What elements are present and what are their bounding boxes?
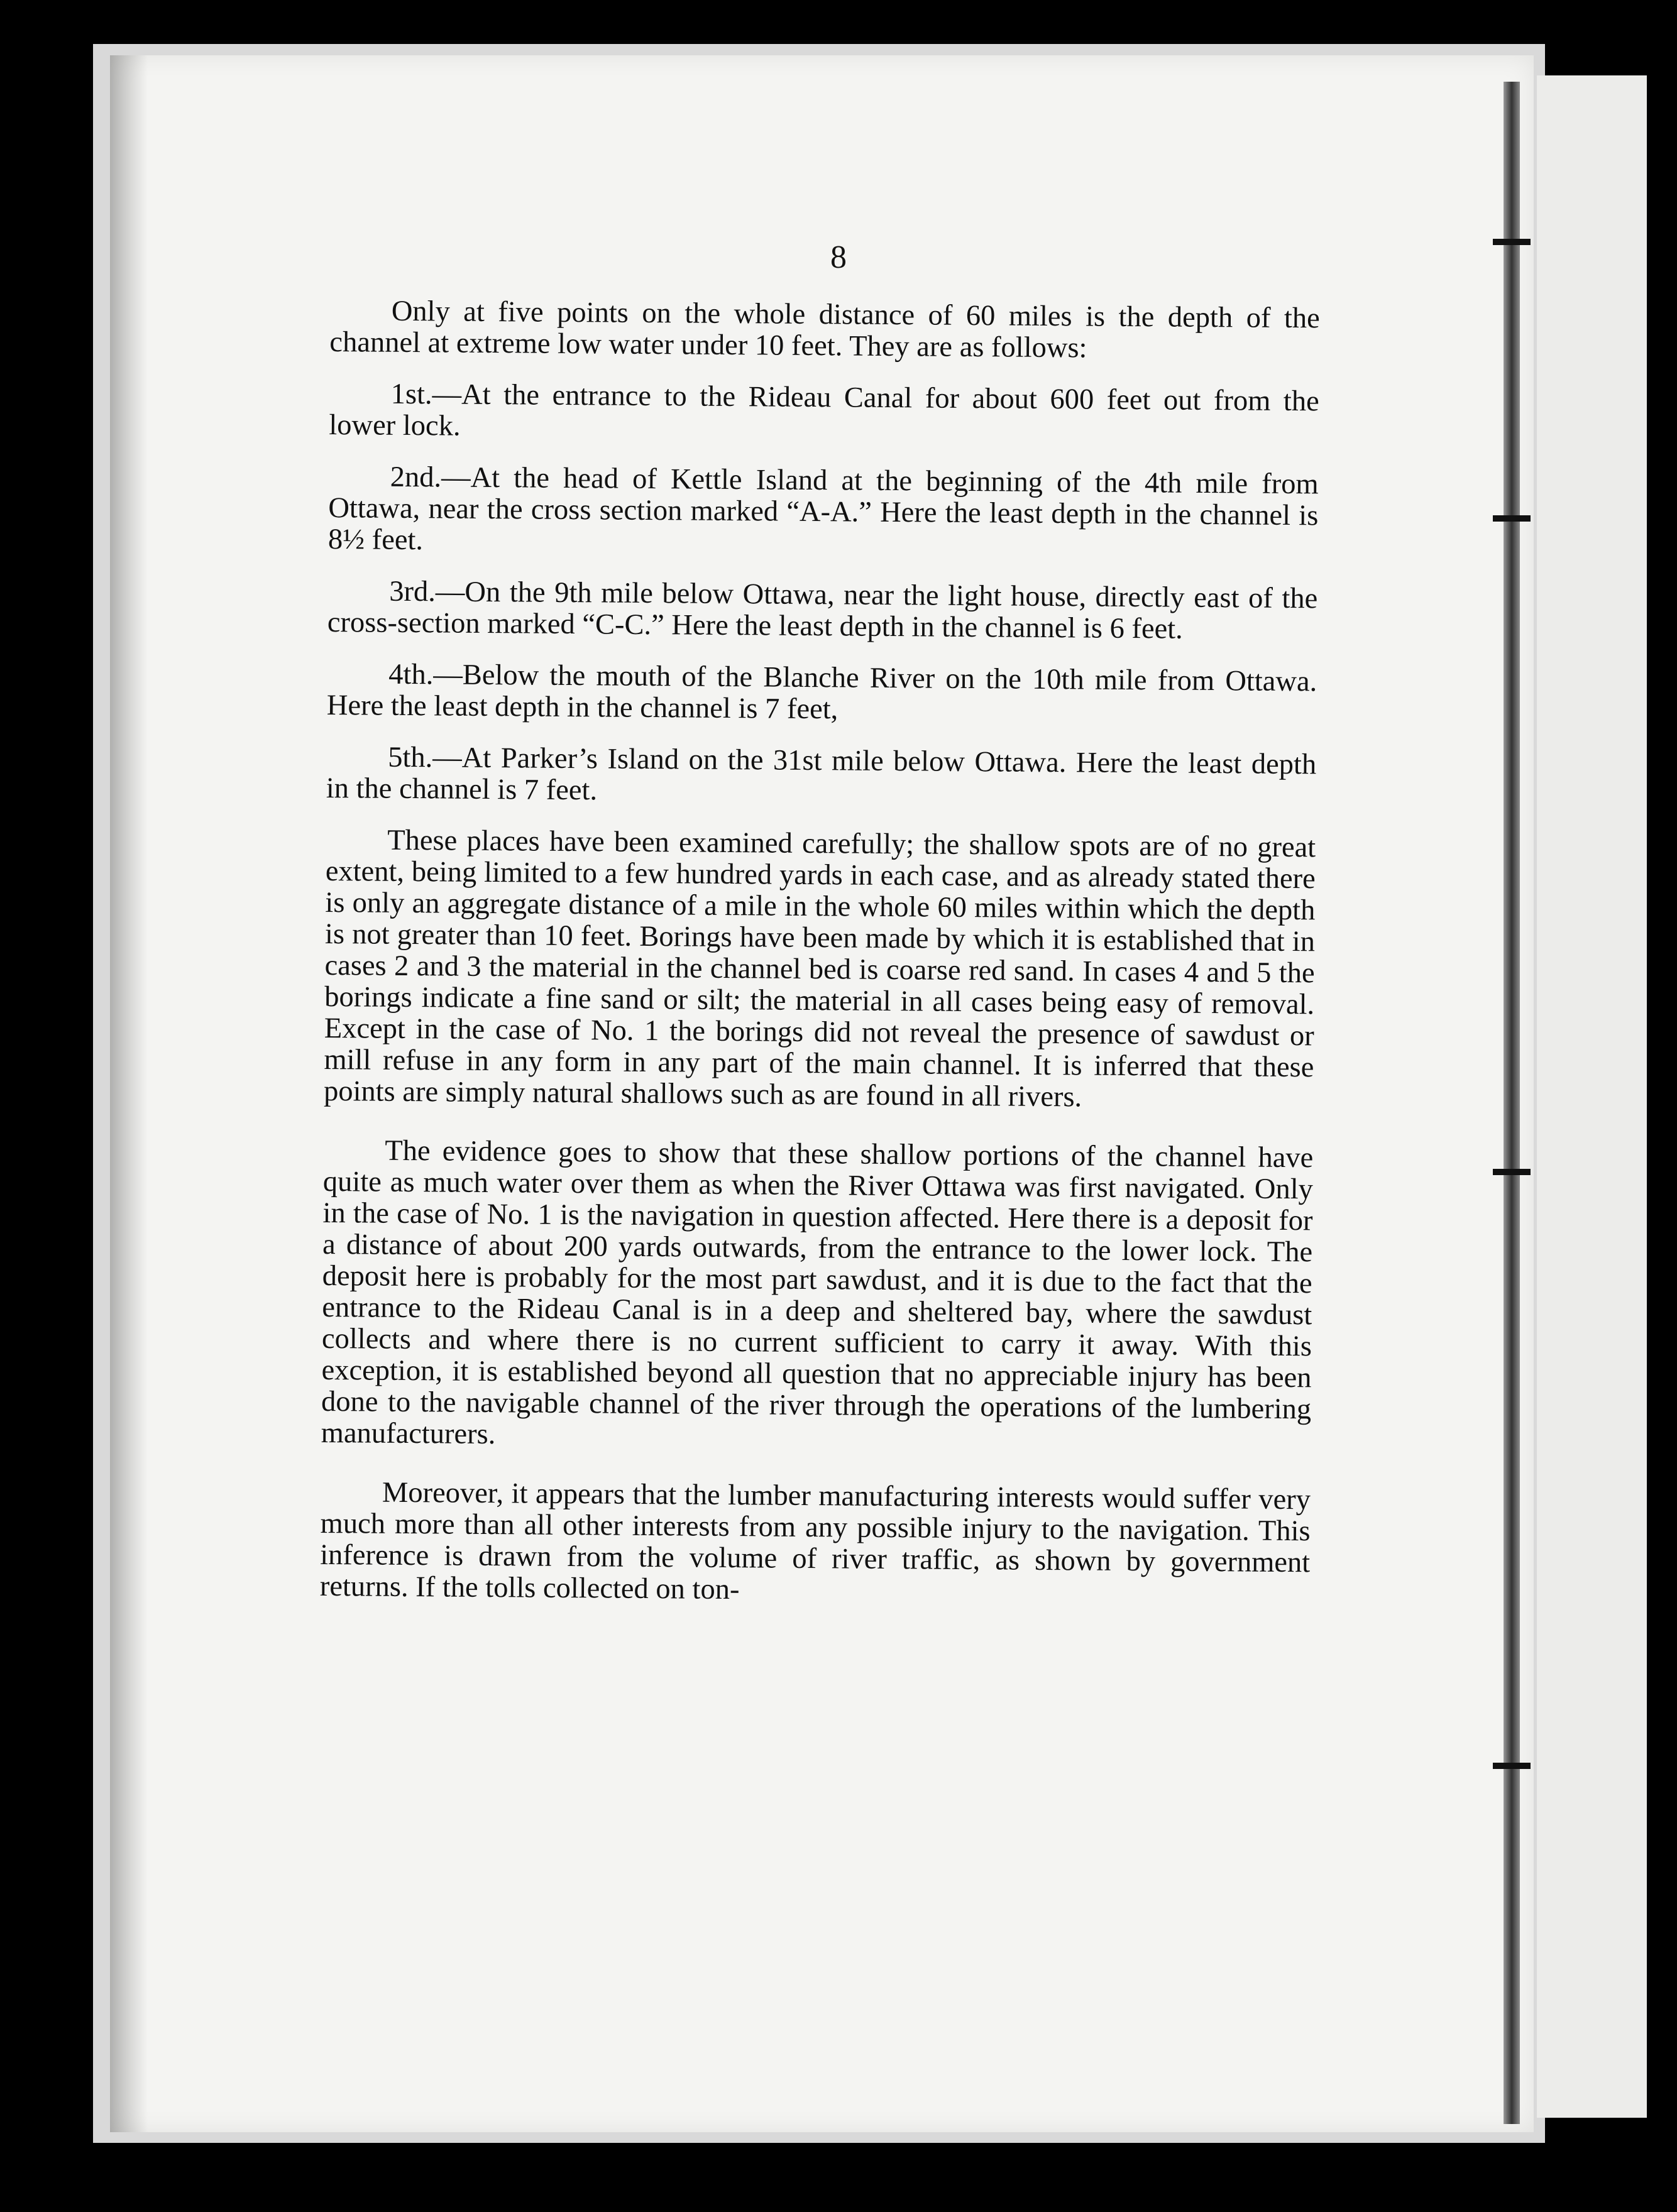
binding-stitch — [1493, 515, 1531, 522]
facing-page-edge — [1537, 75, 1647, 2118]
list-item-fifth: 5th.—At Parker’s Island on the 31st mile below Ottawa. Here the least depth in the channel is 7 feet. — [326, 741, 1317, 807]
paragraph: These places have been examined carefully; the shallow spots are of no great extent, being limited to a few hundred yards in each case, and as already stated there is only an aggregate distance of a mile in the whole 60 miles within which the depth is not greater than 10 feet. Borings have been made by which it is established that in cases 2 and 3 the material in the channel bed is coarse red sand. In cases 4 and 5 the borings indicate a fine sand or silt; the material in all cases being easy of removal. Except in the case of No. 1 the borings did not reveal the presence of sawdust or mill refuse in any form in any part of the main channel. It is inferred that these points are simply natural shallows such as are found in all rivers. — [323, 824, 1316, 1114]
paragraph: Moreover, it appears that the lumber manufacturing interests would suffer very much more than all other interests from any possible injury to the navigation. This inference is drawn from the volume of river traffic, as shown by government returns. If the tolls collected on ton- — [319, 1476, 1311, 1606]
list-item-first: 1st.—At the entrance to the Rideau Canal for about 600 feet out from the lower lock. — [329, 378, 1319, 442]
list-item-fourth: 4th.—Below the mouth of the Blanche River on the 10th mile from Ottawa. Here the least depth in the channel is 7 feet, — [326, 658, 1317, 726]
list-item-second: 2nd.—At the head of Kettle Island at the beginning of the 4th mile from Ottawa, near the cross section marked “A-A.” Here the least depth in the channel is 8½ feet. — [327, 461, 1319, 557]
binding-stitch — [1493, 1169, 1531, 1175]
binding-gutter — [1504, 82, 1520, 2124]
body-text — [319, 295, 1320, 1630]
list-item-third: 3rd.—On the 9th mile below Ottawa, near the light house, directly east of the cross-section marked “C-C.” Here the least depth in the channel is 6 feet. — [327, 575, 1318, 645]
page-shadow — [110, 55, 148, 2132]
paragraph: Only at five points on the whole distance of 60 miles is the depth of the channel at extreme low water under 10 feet. They are as follows: — [329, 295, 1320, 364]
page-number: 8 — [830, 239, 847, 275]
binding-stitch — [1493, 1763, 1531, 1769]
paragraph: The evidence goes to show that these shallow portions of the channel have quite as much water over them as when the River Ottawa was first navigated. Only in the case of No. 1 is the navigation in question affected. Here there is a deposit for a distance of about 200 yards outwards, from the entrance to the lower lock. The deposit here is probably for the most part sawdust, and it is due to the fact that the entrance to the Rideau Canal is in a deep and sheltered bay, where the sawdust collects and where there is no current sufficient to carry it away. With this exception, it is established beyond all question that no appreciable injury has been done to the navigable channel of the river through the operations of the lumbering manufacturers. — [321, 1134, 1314, 1451]
